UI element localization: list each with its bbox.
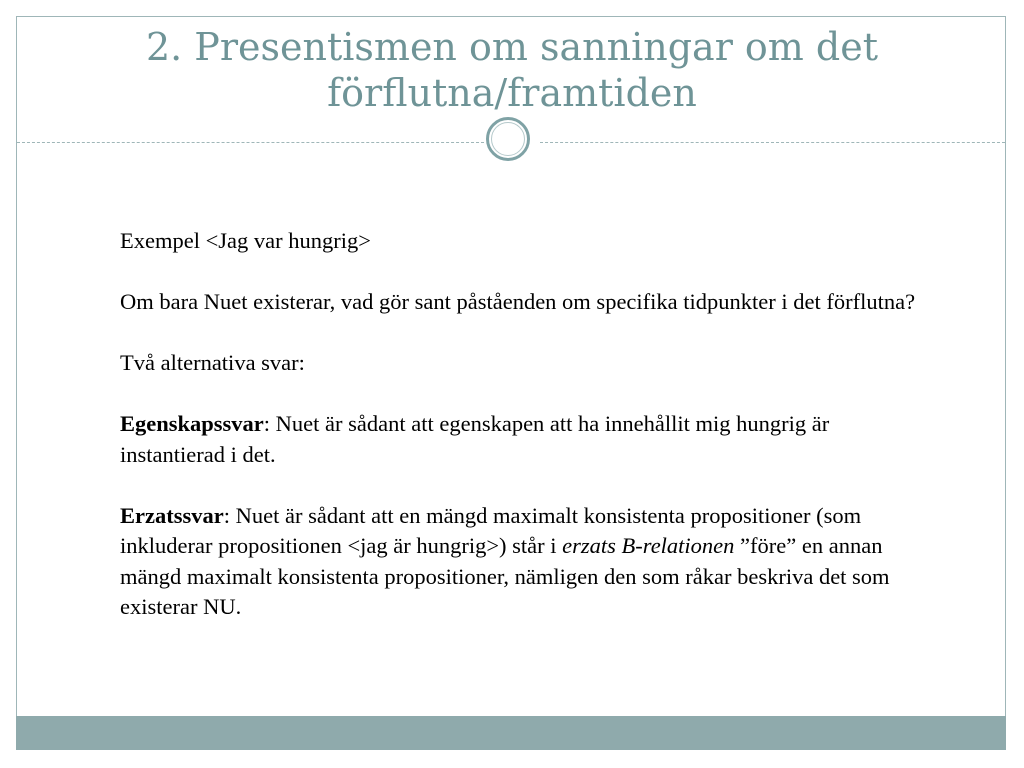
ersatz-answer-term: Erzatssvar xyxy=(120,502,224,528)
alternatives-paragraph: Två alternativa svar: xyxy=(120,350,305,375)
bottom-accent-bar xyxy=(16,716,1006,750)
property-answer-term: Egenskapssvar xyxy=(120,411,264,436)
slide-body xyxy=(120,226,920,623)
question-paragraph: Om bara Nuet existerar, vad gör sant påståenden om specifika tidpunkter i det förflutna? xyxy=(120,289,916,314)
slide-title: 2. Presentismen om sanningar om det förflutna/framtiden xyxy=(145,25,879,115)
ersatz-relation-italic: erzats B-relationen xyxy=(562,533,735,558)
ersatz-answer-text-1: : Nuet är sådant att en mängd maximalt konsistenta propositioner (som inkluderar propositionen <jag är hungrig>) står i xyxy=(120,502,862,558)
property-answer-text: : Nuet är sådant att egenskapen att ha innehållit mig hungrig är instantierad i det. xyxy=(120,411,830,467)
title-divider-left xyxy=(17,142,484,143)
title-divider-right xyxy=(540,142,1005,143)
divider-ring-ornament xyxy=(486,117,530,161)
example-paragraph: Exempel <Jag var hungrig> xyxy=(120,228,371,253)
property-answer-paragraph xyxy=(120,409,920,470)
ersatz-answer-text-2: ”före” en annan mängd maximalt konsistenta propositioner, nämligen den som råkar beskriva det som existerar NU. xyxy=(120,533,890,619)
ersatz-answer-paragraph xyxy=(120,501,920,623)
